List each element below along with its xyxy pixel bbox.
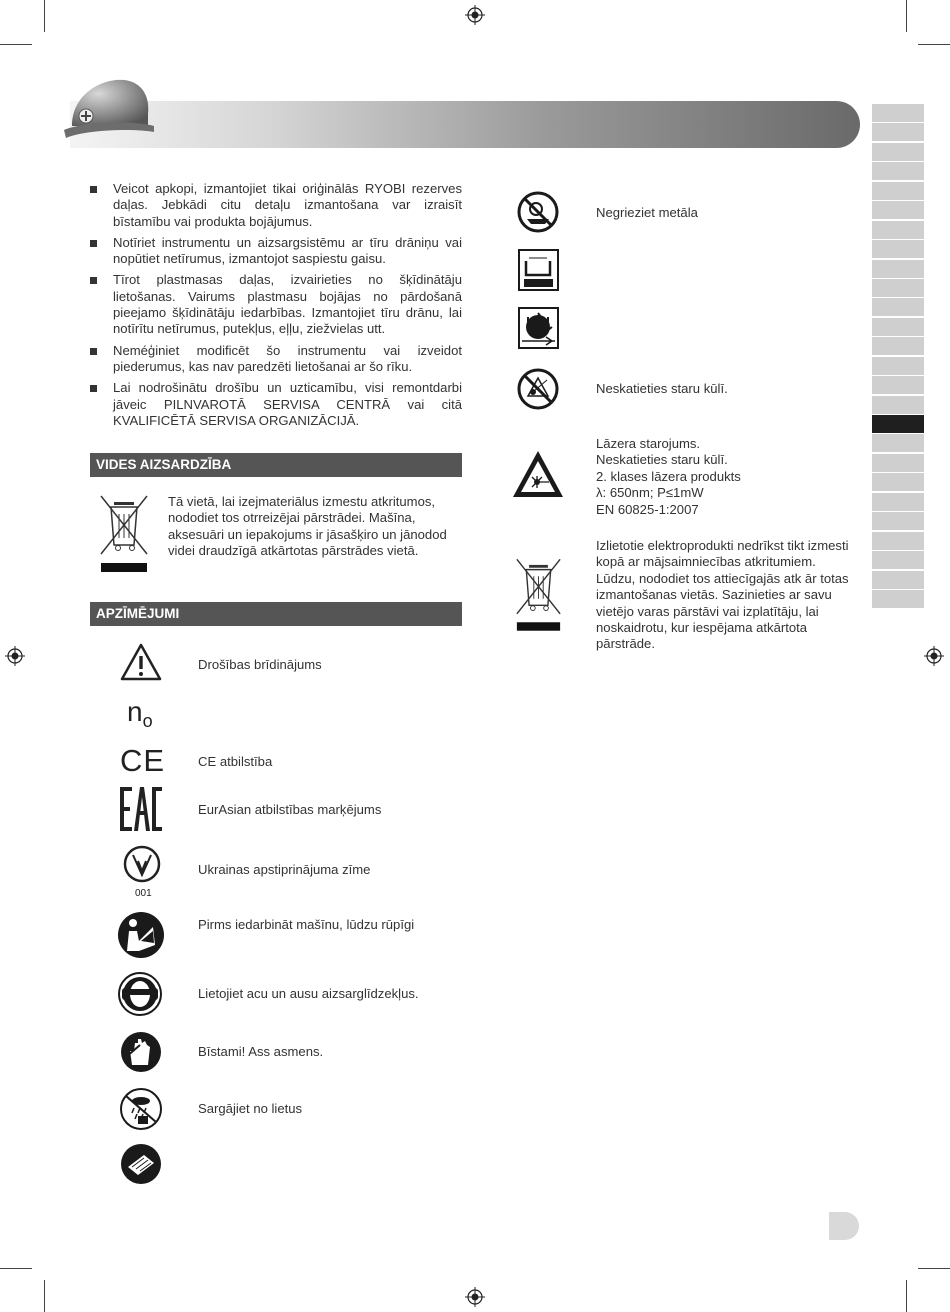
section-tab[interactable]	[872, 104, 924, 122]
eye-ear-protection-icon	[118, 972, 162, 1016]
laser-info	[596, 436, 741, 518]
safety-helmet-icon	[62, 74, 157, 152]
section-tab[interactable]	[872, 318, 924, 336]
blade-rotation-icon	[518, 307, 559, 349]
section-tab[interactable]	[872, 337, 924, 355]
sharp-blade-hand-icon	[120, 1031, 162, 1073]
list-item: Notīriet instrumentu un aizsargsistēmu ar tīru drāniņu vai nopūtiet netīrumus, izmantojot saspiestu gaisu.	[90, 235, 462, 268]
registration-mark-icon	[924, 646, 944, 666]
crop-mark	[906, 1280, 907, 1312]
section-tab[interactable]	[872, 532, 924, 550]
cutting-depth-icon	[518, 249, 559, 291]
ukraine-mark-icon	[120, 845, 164, 885]
section-tab[interactable]	[872, 221, 924, 239]
section-tab[interactable]	[872, 376, 924, 394]
section-tab[interactable]	[872, 590, 924, 608]
section-tab[interactable]	[872, 123, 924, 141]
section-tab[interactable]	[872, 201, 924, 219]
section-tab[interactable]	[872, 473, 924, 491]
section-tab[interactable]	[872, 571, 924, 589]
symbol-label: CE atbilstība	[198, 754, 273, 769]
section-tab-active[interactable]	[872, 415, 924, 433]
symbol-label: Sargājiet no lietus	[198, 1101, 303, 1116]
section-tab[interactable]	[872, 512, 924, 530]
disposal-text: Izlietotie elektroprodukti nedrīkst tikt izmesti kopā ar mājsaimniecības atkritumiem. Lūdzu, nododiet tos attiecīgajās atk ār totas izmantošanas vietās. Sazinieties ar savu vietējo varas pārstāvi vai izplatītāju, lai noskaidrotu, kur iespējama atkārtota pārstrāde.	[596, 538, 849, 652]
protect-from-rain-icon	[120, 1088, 162, 1130]
no-load-speed-icon: $n_o$	[127, 696, 153, 731]
registration-mark-icon	[5, 646, 25, 666]
section-tab[interactable]	[872, 182, 924, 200]
symbol-label: Neskatieties staru kūlī.	[596, 381, 728, 396]
registration-mark-icon	[465, 1287, 485, 1307]
environment-text: Tā vietā, lai izejmateriālus izmestu atkritumos, nododiet tos otrreizējai pārstrādei. Mašīna, aksesuāri un iepakojums ir jāsašķiro un jānodod videi draudzīgā atkārtotas pārstrādes vietā.	[168, 494, 447, 559]
section-tab[interactable]	[872, 260, 924, 278]
section-tab[interactable]	[872, 493, 924, 511]
section-tab[interactable]	[872, 143, 924, 161]
symbol-label: Bīstami! Ass asmens.	[198, 1044, 324, 1059]
eac-mark-icon	[120, 787, 162, 831]
section-tab[interactable]	[872, 298, 924, 316]
section-heading-symbols: APZĪMĒJUMI	[90, 602, 462, 626]
list-item: Neméģiniet modificēt šo instrumentu vai izveidot piederumus, kas nav paredzēti lietošanai ar šo rīku.	[90, 343, 462, 376]
section-tab[interactable]	[872, 240, 924, 258]
crop-mark	[0, 44, 32, 45]
read-manual-icon	[117, 911, 165, 959]
symbol-label: Ukrainas apstiprinājuma zīme	[198, 862, 371, 877]
laser-line: λ: 650nm; P≤1mW	[596, 485, 704, 501]
crop-mark	[44, 1280, 45, 1312]
section-tab[interactable]	[872, 279, 924, 297]
laser-line: 2. klases lāzera produkts	[596, 468, 741, 484]
section-tab[interactable]	[872, 551, 924, 569]
symbol-label: Pirms iedarbināt mašīnu, lūdzu rūpīgi	[198, 917, 415, 932]
weee-bin-icon	[99, 494, 149, 574]
symbol-label: Drošības brīdinājums	[198, 657, 322, 672]
registration-mark-icon	[465, 5, 485, 25]
ukraine-mark-caption: 001	[135, 888, 152, 899]
crop-mark	[906, 0, 907, 32]
warning-triangle-icon	[120, 643, 162, 681]
no-metal-cutting-icon	[517, 191, 559, 233]
list-item: Lai nodrošinātu drošību un uzticamību, visi remontdarbi jāveic PILNVAROTĀ SERVISA CENTRĀ vai citā KVALIFICĒTĀ SERVISA ORGANIZĀCIJĀ.	[90, 380, 462, 429]
laser-line: Neskatieties staru kūlī.	[596, 452, 728, 468]
list-item: Veicot apkopi, izmantojiet tikai oriģinālās RYOBI rezerves daļas. Jebkādi citu detaļu izmantošana var izraisīt bīstamību vai produkta bojājumus.	[90, 181, 462, 230]
page-number-tab	[829, 1212, 859, 1240]
laser-warning-icon	[511, 449, 565, 501]
no-stare-beam-icon	[517, 368, 559, 410]
section-tab[interactable]	[872, 357, 924, 375]
symbol-label: EurAsian atbilstības marķējums	[198, 802, 382, 817]
section-tab[interactable]	[872, 162, 924, 180]
laser-line: Lāzera starojums.	[596, 436, 701, 451]
symbol-label: Negrieziet metāla	[596, 205, 698, 220]
maintenance-list	[90, 181, 462, 434]
laser-line: EN 60825-1:2007	[596, 501, 699, 517]
section-tab[interactable]	[872, 454, 924, 472]
crop-mark	[918, 44, 950, 45]
section-heading-environment: VIDES AIZSARDZĪBA	[90, 453, 462, 477]
crop-mark	[44, 0, 45, 32]
crop-mark	[918, 1268, 950, 1269]
crop-mark	[0, 1268, 32, 1269]
list-item: Tīrot plastmasas daļas, izvairieties no šķīdinātāju lietošanas. Vairums plastmasu bojājas no pārdošanā pieejamo šķīdinātāju iedarbības. Izmantojiet tīru drānu, lai notīrītu netīrumus, putekļus, eļļu, ziežvielas utt.	[90, 272, 462, 337]
weee-bin-icon	[515, 556, 562, 634]
section-tab[interactable]	[872, 396, 924, 414]
material-cut-icon	[120, 1143, 162, 1185]
ce-mark-icon: CE	[120, 743, 166, 778]
section-tabs	[872, 104, 924, 609]
symbol-label: Lietojiet acu un ausu aizsarglīdzekļus.	[198, 986, 419, 1001]
section-tab[interactable]	[872, 434, 924, 452]
header-bar	[70, 101, 860, 148]
